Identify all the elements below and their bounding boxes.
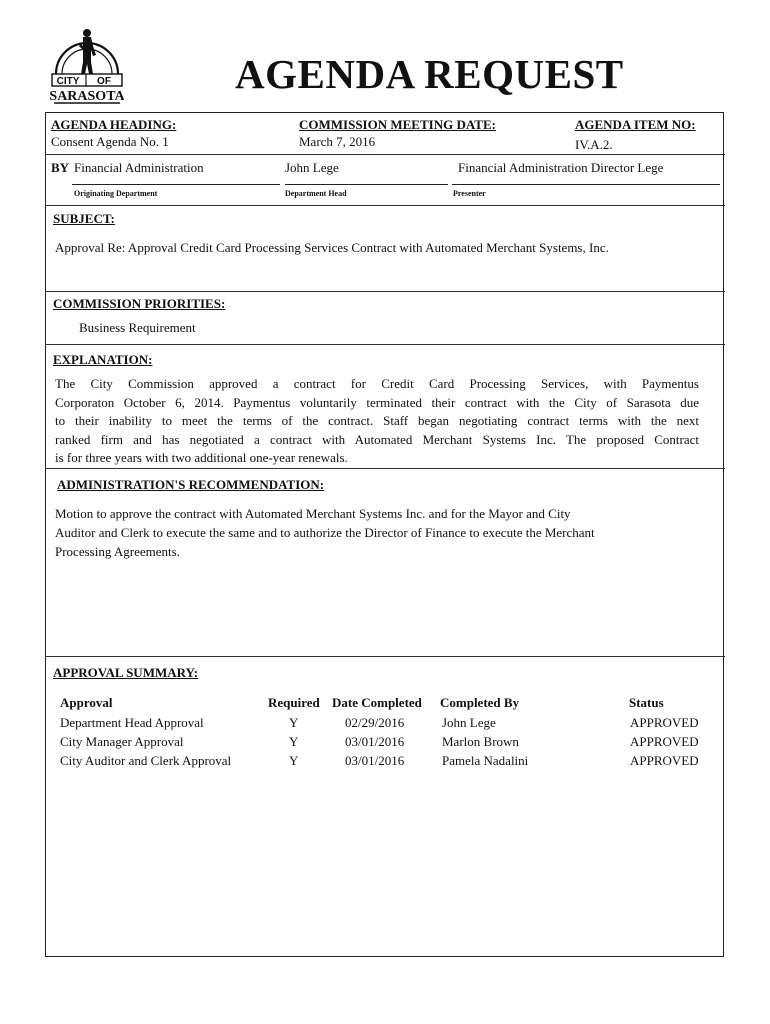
explanation-line: The City Commission approved a contract for Credit Card Processing Services, with Paymentus xyxy=(55,376,699,391)
logo-name-text: SARASOTA xyxy=(50,89,124,104)
logo-of-text: OF xyxy=(97,76,111,87)
divider xyxy=(45,291,725,292)
originating-department-caption: Originating Department xyxy=(74,189,158,198)
meeting-date-label: COMMISSION MEETING DATE: xyxy=(299,117,496,132)
approval-summary-label: APPROVAL SUMMARY: xyxy=(53,665,199,680)
agenda-heading-value: Consent Agenda No. 1 xyxy=(51,134,169,149)
table-cell-status: APPROVED xyxy=(630,753,699,768)
column-header-status: Status xyxy=(629,695,664,710)
subject-label: SUBJECT: xyxy=(53,211,115,226)
table-cell-status: APPROVED xyxy=(630,715,699,730)
table-cell-completed-by: Marlon Brown xyxy=(442,734,519,749)
recommendation-label: ADMINISTRATION'S RECOMMENDATION: xyxy=(57,477,325,492)
column-header-required: Required xyxy=(268,695,320,710)
department-head-value: John Lege xyxy=(285,160,339,175)
signature-line xyxy=(285,184,448,185)
table-cell-approval: City Manager Approval xyxy=(60,734,184,749)
signature-line xyxy=(452,184,720,185)
recommendation-line: Motion to approve the contract with Automated Merchant Systems Inc. and for the Mayor and City xyxy=(55,506,571,521)
table-cell-date: 03/01/2016 xyxy=(345,734,405,749)
table-cell-required: Y xyxy=(289,734,299,749)
table-cell-approval: City Auditor and Clerk Approval xyxy=(60,753,232,768)
originating-department-value: Financial Administration xyxy=(74,160,204,175)
signature-line xyxy=(72,184,280,185)
column-header-approval: Approval xyxy=(60,695,113,710)
table-cell-completed-by: Pamela Nadalini xyxy=(442,753,529,768)
table-cell-date: 03/01/2016 xyxy=(345,753,405,768)
explanation-line: to their inability to meet the terms of the contract. Staff began negotiating contract terms with the next xyxy=(55,413,699,428)
page-title: AGENDA REQUEST xyxy=(235,51,624,97)
recommendation-line: Auditor and Clerk to execute the same and to authorize the Director of Finance to execute the Merchant xyxy=(55,525,595,540)
explanation-line: ranked firm and has negotiated a contract with Automated Merchant Systems Inc. The proposed Contract xyxy=(55,431,699,447)
table-cell-required: Y xyxy=(289,715,299,730)
explanation-line: is for three years with two additional one-year renewals. xyxy=(55,450,348,465)
divider xyxy=(45,154,725,155)
table-cell-required: Y xyxy=(289,753,299,768)
column-header-date-completed: Date Completed xyxy=(332,695,422,710)
presenter-caption: Presenter xyxy=(453,189,486,198)
subject-text: Approval Re: Approval Credit Card Processing Services Contract with Automated Merchant Systems, Inc. xyxy=(55,240,609,255)
logo-city-text: CITY xyxy=(56,76,80,87)
divider xyxy=(45,205,725,206)
explanation-text xyxy=(55,375,699,468)
recommendation-text xyxy=(55,504,715,561)
divider xyxy=(45,656,725,657)
divider xyxy=(45,344,725,345)
city-seal-logo xyxy=(50,22,124,106)
explanation-label: EXPLANATION: xyxy=(53,352,153,367)
meeting-date-value: March 7, 2016 xyxy=(299,134,376,149)
table-cell-completed-by: John Lege xyxy=(442,715,496,730)
table-cell-date: 02/29/2016 xyxy=(345,715,405,730)
explanation-line: Corporaton October 6, 2014. Paymentus voluntarily terminated their contract with the City of Sarasota due xyxy=(55,394,699,410)
presenter-value: Financial Administration Director Lege xyxy=(458,160,664,175)
divider xyxy=(45,468,725,469)
department-head-caption: Department Head xyxy=(285,189,347,198)
commission-priorities-text: Business Requirement xyxy=(79,320,196,335)
agenda-heading-label: AGENDA HEADING: xyxy=(51,117,177,132)
agenda-item-no-label: AGENDA ITEM NO: xyxy=(575,117,696,132)
commission-priorities-label: COMMISSION PRIORITIES: xyxy=(53,296,226,311)
by-label: BY xyxy=(51,160,70,175)
table-cell-status: APPROVED xyxy=(630,734,699,749)
agenda-item-no-value: IV.A.2. xyxy=(575,137,613,152)
table-cell-approval: Department Head Approval xyxy=(60,715,204,730)
recommendation-line: Processing Agreements. xyxy=(55,544,180,559)
column-header-completed-by: Completed By xyxy=(440,695,520,710)
